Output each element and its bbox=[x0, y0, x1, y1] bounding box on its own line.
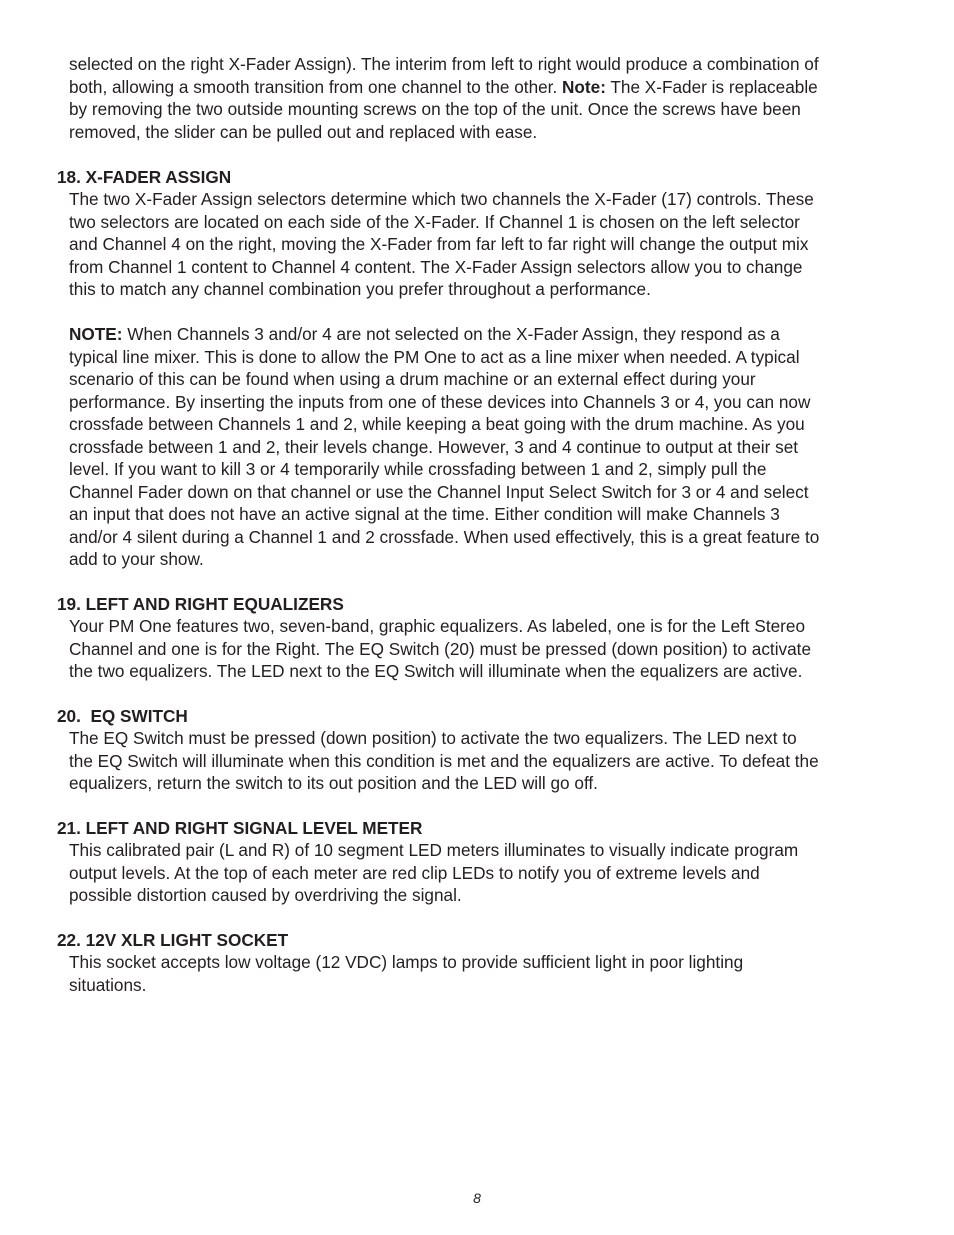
text-line: level. If you want to kill 3 or 4 temporarily while crossfading between 1 and 2, simply pull the bbox=[69, 459, 767, 479]
note-label: NOTE: bbox=[69, 324, 123, 344]
text-line: this to match any channel combination you prefer throughout a performance. bbox=[69, 279, 651, 299]
text-line: crossfade between Channels 1 and 2, while keeping a beat going with the drum machine. As you bbox=[69, 414, 805, 434]
text-line bbox=[69, 323, 909, 346]
text-segment: The X-Fader is replaceable bbox=[605, 76, 818, 97]
text-line: This socket accepts low voltage (12 VDC) lamps to provide sufficient light in poor lighting bbox=[69, 952, 744, 972]
text-line: Your PM One features two, seven-band, graphic equalizers. As labeled, one is for the Left Stereo bbox=[69, 616, 805, 636]
section-heading-20: 20. EQ SWITCH bbox=[57, 706, 188, 726]
page-number: 8 bbox=[473, 1190, 481, 1206]
text-segment: both, allowing a smooth transition from one channel to the other. bbox=[69, 76, 558, 97]
note-label: Note: bbox=[562, 76, 606, 97]
section-body-21 bbox=[69, 839, 909, 907]
text-line: typical line mixer. This is done to allow the PM One to act as a line mixer when needed. A typical bbox=[69, 346, 800, 367]
section-heading-21: 21. LEFT AND RIGHT SIGNAL LEVEL METER bbox=[57, 818, 423, 838]
text-line: from Channel 1 content to Channel 4 content. The X-Fader Assign selectors allow you to change bbox=[69, 256, 803, 277]
text-line: The EQ Switch must be pressed (down position) to activate the two equalizers. The LED next to bbox=[69, 728, 797, 748]
text-line: removed, the slider can be pulled out and replaced with ease. bbox=[69, 121, 538, 142]
section-note-18 bbox=[69, 323, 909, 571]
intro-paragraph bbox=[69, 53, 909, 143]
text-line: performance. By inserting the inputs from one of these devices into Channels 3 or 4, you can now bbox=[69, 391, 811, 412]
text-line: crossfade between 1 and 2, their levels change. However, 3 and 4 continue to output at their set bbox=[69, 436, 799, 457]
text-line: add to your show. bbox=[69, 549, 204, 569]
text-line: situations. bbox=[69, 974, 147, 995]
text-line: the two equalizers. The LED next to the EQ Switch will illuminate when the equalizers are active. bbox=[69, 661, 803, 681]
text-line: and/or 4 silent during a Channel 1 and 2 crossfade. When used effectively, this is a great feature to bbox=[69, 526, 820, 547]
text-line: an input that does not have an active signal at the time. Either condition will make Channels 3 bbox=[69, 504, 780, 524]
section-body-20 bbox=[69, 727, 909, 795]
text-line: This calibrated pair (L and R) of 10 segment LED meters illuminates to visually indicate program bbox=[69, 840, 799, 860]
text-line: scenario of this can be found when using a drum machine or an external effect during your bbox=[69, 369, 756, 389]
text-line: Channel and one is for the Right. The EQ Switch (20) must be pressed (down position) to activate bbox=[69, 638, 811, 659]
text-line: possible distortion caused by overdriving the signal. bbox=[69, 885, 462, 905]
section-body-18 bbox=[69, 188, 909, 301]
text-line: The two X-Fader Assign selectors determine which two channels the X-Fader (17) controls. These bbox=[69, 189, 814, 209]
section-body-19 bbox=[69, 615, 909, 683]
text-line: Channel Fader down on that channel or use the Channel Input Select Switch for 3 or 4 and select bbox=[69, 481, 809, 502]
section-heading-18: 18. X-FADER ASSIGN bbox=[57, 167, 232, 187]
text-line: the EQ Switch will illuminate when this condition is met and the equalizers are active. To defeat the bbox=[69, 750, 819, 771]
text-line: selected on the right X-Fader Assign). The interim from left to right would produce a combination of bbox=[69, 54, 819, 74]
text-line: equalizers, return the switch to its out position and the LED will go off. bbox=[69, 773, 598, 793]
text-line: and Channel 4 on the right, moving the X-Fader from far left to far right will change the output mix bbox=[69, 234, 809, 254]
text-line: output levels. At the top of each meter are red clip LEDs to notify you of extreme levels and bbox=[69, 862, 760, 883]
section-body-22 bbox=[69, 951, 909, 996]
text-line: by removing the two outside mounting screws on the top of the unit. Once the screws have been bbox=[69, 99, 801, 119]
section-heading-22: 22. 12V XLR LIGHT SOCKET bbox=[57, 930, 289, 950]
section-heading-19: 19. LEFT AND RIGHT EQUALIZERS bbox=[57, 594, 344, 614]
text-line: two selectors are located on each side of the X-Fader. If Channel 1 is chosen on the left selector bbox=[69, 211, 800, 232]
text-segment: When Channels 3 and/or 4 are not selected on the X-Fader Assign, they respond as a bbox=[122, 324, 780, 344]
text-line bbox=[69, 76, 909, 99]
